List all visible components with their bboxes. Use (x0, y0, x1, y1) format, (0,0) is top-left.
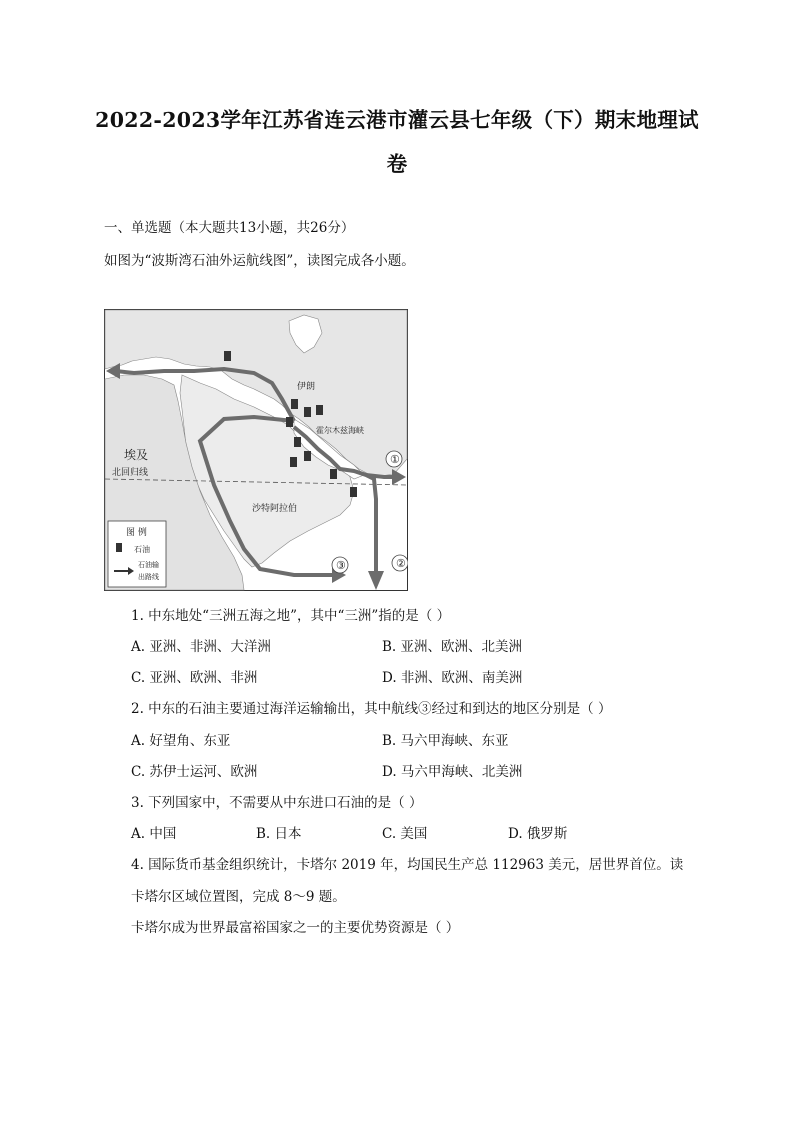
route-2-label: ② (396, 557, 406, 570)
oil-symbol (290, 457, 297, 467)
route-3-label: ③ (336, 559, 346, 572)
legend-route-label-2: 出路线 (138, 573, 159, 581)
q1-option-c: C. 亚洲、欧洲、非洲 (131, 670, 258, 686)
intro-text: 如图为“波斯湾石油外运航线图”，读图完成各小题。 (104, 253, 415, 269)
oil-symbol (224, 351, 231, 361)
q3-option-c: C. 美国 (382, 826, 428, 842)
question-1-stem: 1. 中东地处“三洲五海之地”，其中“三洲”指的是（ ） (131, 608, 451, 624)
oil-symbol (291, 399, 298, 409)
q2-option-a: A. 好望角、东亚 (131, 733, 231, 749)
q3-option-a: A. 中国 (131, 826, 177, 842)
label-saudi: 沙特阿拉伯 (252, 504, 298, 514)
question-3-stem: 3. 下列国家中，不需要从中东进口石油的是（ ） (131, 795, 423, 811)
section-heading: 一、单选题（本大题共13小题，共26分） (104, 220, 355, 236)
legend-oil-label: 石油 (134, 545, 150, 554)
route-1-label: ① (390, 453, 400, 466)
oil-symbol (294, 437, 301, 447)
label-egypt: 埃及 (124, 448, 149, 462)
q3-option-b: B. 日本 (256, 826, 302, 842)
question-4-stem: 4. 国际货币基金组织统计，卡塔尔 2019 年，均国民生产总 112963 美元，居世界首位。读 (131, 857, 684, 873)
oil-symbol (316, 405, 323, 415)
q1-option-a: A. 亚洲、非洲、大洋洲 (131, 639, 271, 655)
question-2-stem: 2. 中东的石油主要通过海洋运输输出，其中航线③经过和到达的地区分别是（ ） (131, 701, 612, 717)
oil-symbol (304, 407, 311, 417)
q2-option-c: C. 苏伊士运河、欧洲 (131, 764, 258, 780)
question-4-sub-question: 卡塔尔成为世界最富裕国家之一的主要优势资源是（ ） (131, 920, 460, 936)
page-title-line-1: 2022-2023学年江苏省连云港市灌云县七年级（下）期末地理试 (95, 108, 699, 132)
question-4-stem-line-2: 卡塔尔区域位置图，完成 8～9 题。 (131, 889, 346, 905)
persian-gulf-oil-route-map (104, 309, 408, 591)
oil-symbol (350, 487, 357, 497)
q2-option-d: D. 马六甲海峡、北美洲 (382, 764, 523, 780)
q2-option-b: B. 马六甲海峡、东亚 (382, 733, 509, 749)
q1-option-d: D. 非洲、欧洲、南美洲 (382, 670, 523, 686)
oil-symbol (286, 417, 293, 427)
page-title-line-2: 卷 (386, 152, 408, 176)
label-hormuz: 霍尔木兹海峡 (316, 426, 364, 435)
label-iran: 伊朗 (297, 382, 316, 392)
oil-symbol (304, 451, 311, 461)
legend-oil-icon (116, 543, 122, 552)
q1-option-b: B. 亚洲、欧洲、北美洲 (382, 639, 523, 655)
q3-option-d: D. 俄罗斯 (508, 826, 568, 842)
legend-route-label-1: 石油输 (138, 561, 159, 569)
oil-symbol (330, 469, 337, 479)
legend-title: 图 例 (126, 528, 147, 538)
label-tropic: 北回归线 (112, 468, 149, 478)
oil-route-east (366, 475, 396, 477)
